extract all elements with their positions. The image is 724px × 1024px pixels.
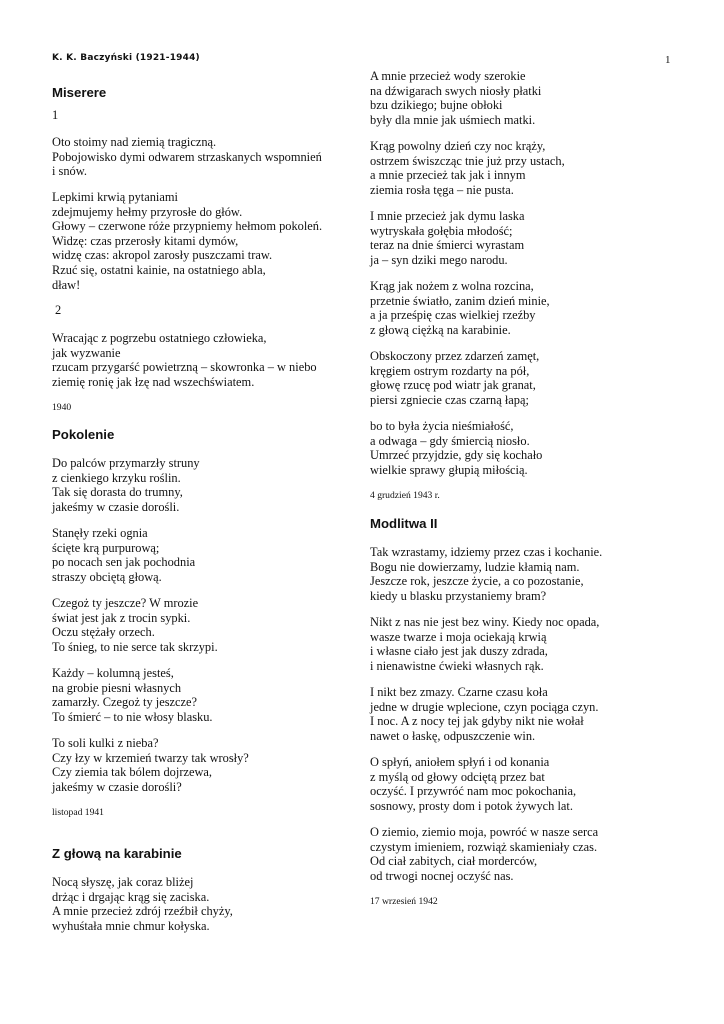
poem-line: na dźwigarach swych niosły płatki — [370, 83, 542, 98]
poem-line: Do palców przymarzły struny — [52, 456, 200, 470]
stanza — [370, 545, 602, 603]
poem-line: a odwaga – gdy śmiercią niosło. — [370, 433, 530, 448]
poem-line: Czegoż ty jeszcze? W mrozie — [52, 596, 199, 610]
stanza — [52, 596, 218, 654]
poem-line: Widzę: czas przerosły kitami dymów, — [52, 233, 239, 248]
stanza — [52, 875, 233, 933]
poem-line: Każdy – kolumną jesteś, — [52, 666, 174, 680]
poem-line: sosnowy, prosty dom i potok żywych lat. — [370, 798, 573, 813]
poem-line: ziemię ronię jak łzę nad wszechświatem. — [52, 374, 255, 389]
poem-line: i nienawistne ćwieki własnych rąk. — [370, 658, 544, 673]
poem-line: Umrzeć przyjdzie, gdy się kochało — [370, 448, 543, 463]
poem-line: Lepkimi krwią pytaniami — [52, 190, 178, 204]
poem-line: Oto stoimy nad ziemią tragiczną. — [52, 135, 217, 149]
poem-line: I nikt bez zmazy. Czarne czasu koła — [370, 685, 548, 699]
poem-line: widzę czas: akropol zarosły puszczami traw. — [52, 248, 273, 263]
poem-line: I mnie przecież jak dymu laska — [370, 209, 525, 223]
poem-line: były dla mnie jak uśmiech matki. — [370, 112, 536, 127]
poem-line: Czy ziemia tak bólem dojrzewa, — [52, 765, 212, 780]
poem-line: Jeszcze rok, jeszcze życie, a co pozostanie, — [370, 574, 584, 589]
stanza — [370, 69, 541, 127]
poem-line: Rzuć się, ostatni kainie, na ostatniego abla, — [52, 262, 266, 277]
poem-line: i własne ciało jest jak duszy zdrada, — [370, 644, 548, 659]
poem-date: listopad 1941 — [52, 807, 104, 818]
poem-line: wyhuśtała mnie chmur kołyska. — [52, 918, 210, 933]
poem-line: i snów. — [52, 164, 87, 179]
poem-line: przetnie światło, zanim dzień minie, — [370, 293, 550, 308]
poem-line: ostrzem świszcząc tnie już przy ustach, — [370, 153, 565, 168]
poem-line: na grobie piesni własnych — [52, 680, 182, 695]
poem-line: z głową ciężką na karabinie. — [370, 322, 511, 337]
poem-line: z myślą od głowy odciętą przez bat — [370, 769, 545, 784]
poem-line: Głowy – czerwone róże przypniemy hełmom pokoleń. — [52, 219, 323, 234]
author-header: K. K. Baczyński (1921-1944) — [52, 53, 200, 63]
poem-line: Tak wzrastamy, idziemy przez czas i kochanie. — [370, 545, 603, 559]
poem-line: Nocą słyszę, jak coraz bliżej — [52, 875, 194, 889]
poem-line: Oczu stężały orzech. — [52, 625, 155, 640]
poem-line: kiedy u blasku przystaniemy bram? — [370, 588, 547, 603]
poem-line: nawet o łaskę, odpuszczenie win. — [370, 728, 536, 743]
poem-title-modlitwa: Modlitwa II — [370, 516, 438, 531]
poem-line: To soli kulki z nieba? — [52, 736, 159, 750]
poem-date: 1940 — [52, 402, 72, 413]
poem-line: oczyść. I przywróć nam moc pokochania, — [370, 784, 577, 799]
page-number: 1 — [665, 54, 671, 66]
poem-line: a ja prześpię czas wielkiej rzeźby — [370, 308, 536, 323]
poem-line: To śnieg, to nie serce tak skrzypi. — [52, 639, 218, 654]
stanza — [370, 615, 599, 673]
stanza — [370, 825, 598, 883]
poem-line: ścięte krą purpurową; — [52, 540, 160, 555]
poem-line: A mnie przecież zdrój rzeźbił chyży, — [52, 904, 233, 919]
poem-line: Krąg powolny dzień czy noc krąży, — [370, 139, 546, 153]
poem-line: po nocach sen jak pochodnia — [52, 555, 196, 570]
poem-line: drżąc i drgając krąg się zaciska. — [52, 889, 210, 904]
poem-line: jakeśmy w czasie dorośli. — [52, 499, 180, 514]
poem-line: bzu dzikiego; bujne obłoki — [370, 98, 503, 113]
poem-line: bo to była życia nieśmiałość, — [370, 419, 514, 433]
poem-line: Stanęły rzeki ognia — [52, 526, 148, 540]
poem-line: czystym imieniem, rozwiąż skamieniały czas. — [370, 839, 598, 854]
poem-line: rzucam przygarść powietrzną – skowronka – w niebo — [52, 360, 317, 375]
stanza — [370, 685, 598, 743]
poem-line: Od ciał zabitych, ciał morderców, — [370, 854, 538, 869]
poem-line: zamarzły. Czegoż ty jeszcze? — [52, 695, 198, 710]
stanza — [370, 139, 565, 197]
poem-line: O ziemio, ziemio moja, powróć w nasze serca — [370, 825, 599, 839]
poem-line: jakeśmy w czasie dorośli? — [52, 779, 182, 794]
poem-line: I noc. A z nocy tej jak gdyby nikt nie wołał — [370, 714, 584, 729]
poem-line: Bogu nie dowierzamy, ludzie kłamią nam. — [370, 559, 580, 574]
stanza — [370, 349, 539, 407]
poem-line: ziemia rosła tęga – nie pusta. — [370, 182, 514, 197]
poem-line: A mnie przecież wody szerokie — [370, 69, 526, 83]
poem-line: wielkie sprawy głupią miłością. — [370, 462, 528, 477]
poem-line: Obskoczony przez zdarzeń zamęt, — [370, 349, 540, 363]
poem-line: piersi zgniecie czas czarną łapą; — [370, 392, 529, 407]
stanza — [370, 755, 576, 813]
stanza — [370, 209, 524, 267]
poem-date: 17 wrzesień 1942 — [370, 896, 438, 907]
poem-line: od trwogi nocnej oczyść nas. — [370, 868, 514, 883]
stanza — [370, 279, 550, 337]
poem-line: To śmierć – to nie włosy blasku. — [52, 709, 213, 724]
poem-title-z-glowa: Z głową na karabinie — [52, 846, 182, 861]
stanza — [52, 736, 249, 794]
poem-line: zdejmujemy hełmy przyrosłe do głów. — [52, 204, 243, 219]
stanza — [52, 190, 322, 292]
poem-line: teraz na dnie śmierci wyrastam — [370, 238, 525, 253]
poem-line: jedne w drugie wplecione, czyn pociąga czyn. — [370, 699, 599, 714]
poem-title-miserere: Miserere — [52, 85, 107, 100]
poem-line: z cienkiego krzyku roślin. — [52, 470, 181, 485]
section-number-1: 1 — [52, 108, 59, 122]
stanza — [52, 666, 213, 724]
poem-line: Wracając z pogrzebu ostatniego człowieka, — [52, 331, 267, 345]
poem-date: 4 grudzień 1943 r. — [370, 490, 440, 501]
stanza — [52, 331, 317, 389]
poem-line: Czy łzy w krzemień twarzy tak wrosły? — [52, 750, 249, 765]
poem-line: a mnie przecież tak jak i innym — [370, 168, 526, 183]
stanza — [370, 419, 542, 477]
poem-line: świat jest jak z trocin sypki. — [52, 610, 191, 625]
poem-line: głowę rzucę pod wiatr jak granat, — [370, 378, 536, 393]
poem-line: straszy obciętą głową. — [52, 569, 162, 584]
poem-line: jak wyzwanie — [52, 345, 121, 360]
poem-line: Krąg jak nożem z wolna rozcina, — [370, 279, 534, 293]
poem-line: Tak się dorasta do trumny, — [52, 485, 183, 500]
poem-line: Nikt z nas nie jest bez winy. Kiedy noc opada, — [370, 615, 600, 629]
poem-line: ja – syn dziki mego narodu. — [370, 252, 508, 267]
poem-line: O spłyń, aniołem spłyń i od konania — [370, 755, 550, 769]
stanza — [52, 526, 195, 584]
stanza — [52, 456, 200, 514]
poem-line: wytryskała gołębia młodość; — [370, 223, 513, 238]
stanza — [52, 135, 322, 179]
poem-line: wasze twarze i moja ociekają krwią — [370, 629, 547, 644]
section-number-2: 2 — [55, 303, 62, 317]
poem-line: dław! — [52, 277, 81, 292]
poem-line: kręgiem ostrym rozdarty na pół, — [370, 363, 530, 378]
poem-title-pokolenie: Pokolenie — [52, 427, 115, 442]
poem-line: Pobojowisko dymi odwarem strzaskanych wspomnień — [52, 149, 322, 164]
